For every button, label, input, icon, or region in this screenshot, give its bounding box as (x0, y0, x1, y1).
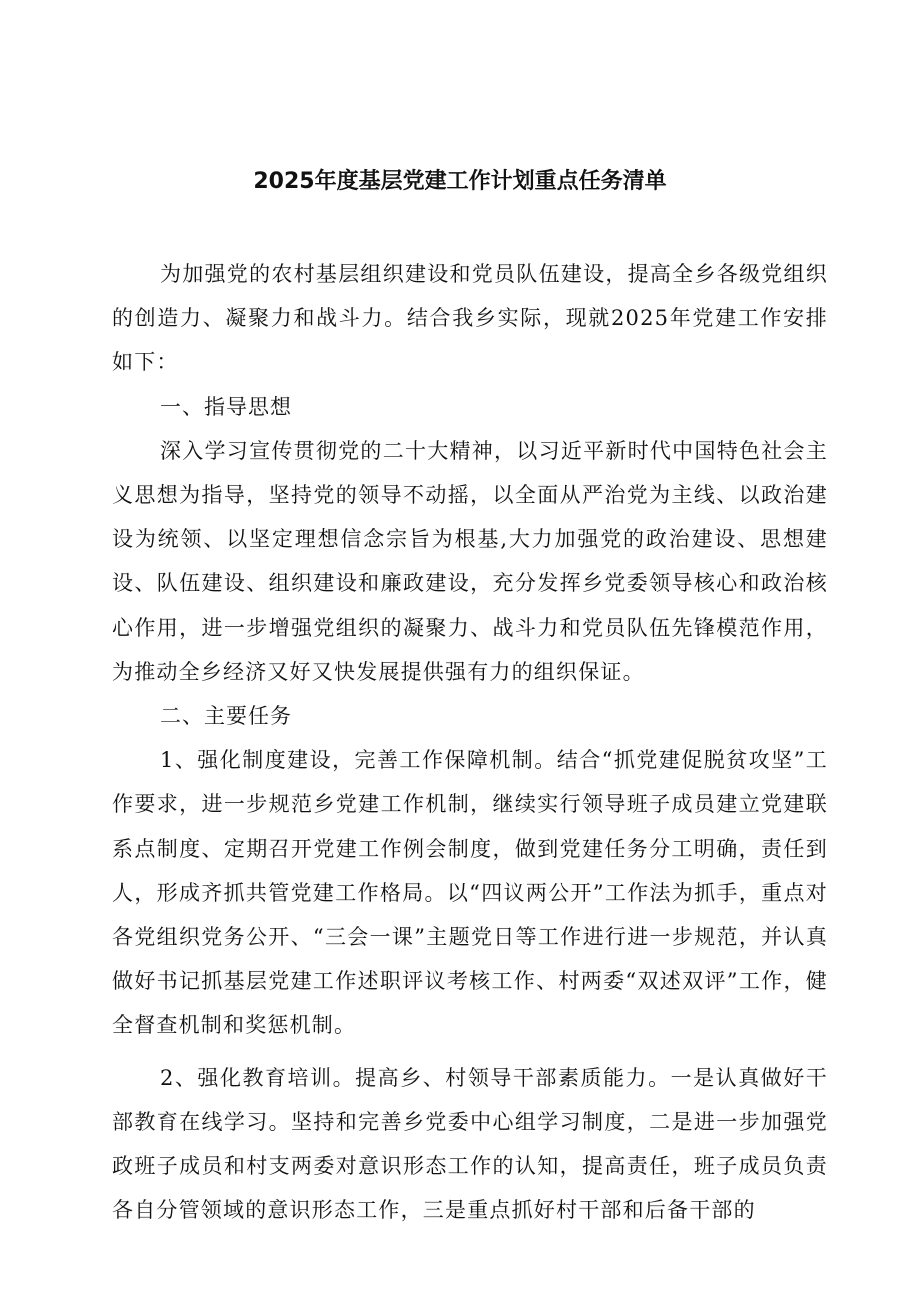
page-title: 2025年度基层党建工作计划重点任务清单 (253, 169, 667, 194)
task-item-2: 2、强化教育培训。提高乡、村领导干部素质能力。一是认真做好干部教育在线学习。坚持和完善乡党委中心组学习制度，二是进一步加强党政班子成员和村支两委对意识形态工作的认知，提高责任，班子成员负责各自分管领域的意识形态工作，三是重点抓好村干部和后备干部的 (112, 1065, 828, 1223)
guiding-ideology-paragraph: 深入学习宣传贯彻党的二十大精神，以习近平新时代中国特色社会主义思想为指导，坚持党的领导不动摇，以全面从严治党为主线、以政治建设为统领、以坚定理想信念宗旨为根基,大力加强党的政治建设、思想建设、队伍建设、组织建设和廉政建设，充分发挥乡党委领导核心和政治核心作用，进一步增强党组织的凝聚力、战斗力和党员队伍先锋模范作用，为推动全乡经济又好又快发展提供强有力的组织保证。 (112, 438, 828, 684)
section-heading-guiding-ideology: 一、指导思想 (160, 394, 292, 419)
section-heading-main-tasks: 二、主要任务 (160, 704, 292, 729)
intro-paragraph: 为加强党的农村基层组织建设和党员队伍建设，提高全乡各级党组织的创造力、凝聚力和战斗力。结合我乡实际，现就2025年党建工作安排如下： (112, 262, 828, 375)
document-body (112, 252, 828, 1232)
task-item-1: 1、强化制度建设，完善工作保障机制。结合“抓党建促脱贫攻坚”工作要求，进一步规范乡党建工作机制，继续实行领导班子成员建立党建联系点制度、定期召开党建工作例会制度，做到党建任务分工明确，责任到人，形成齐抓共管党建工作格局。以“四议两公开”工作法为抓手，重点对各党组织党务公开、“三会一课”主题党日等工作进行进一步规范，并认真做好书记抓基层党建工作述职评议考核工作、村两委“双述双评”工作，健全督查机制和奖惩机制。 (112, 748, 828, 1038)
